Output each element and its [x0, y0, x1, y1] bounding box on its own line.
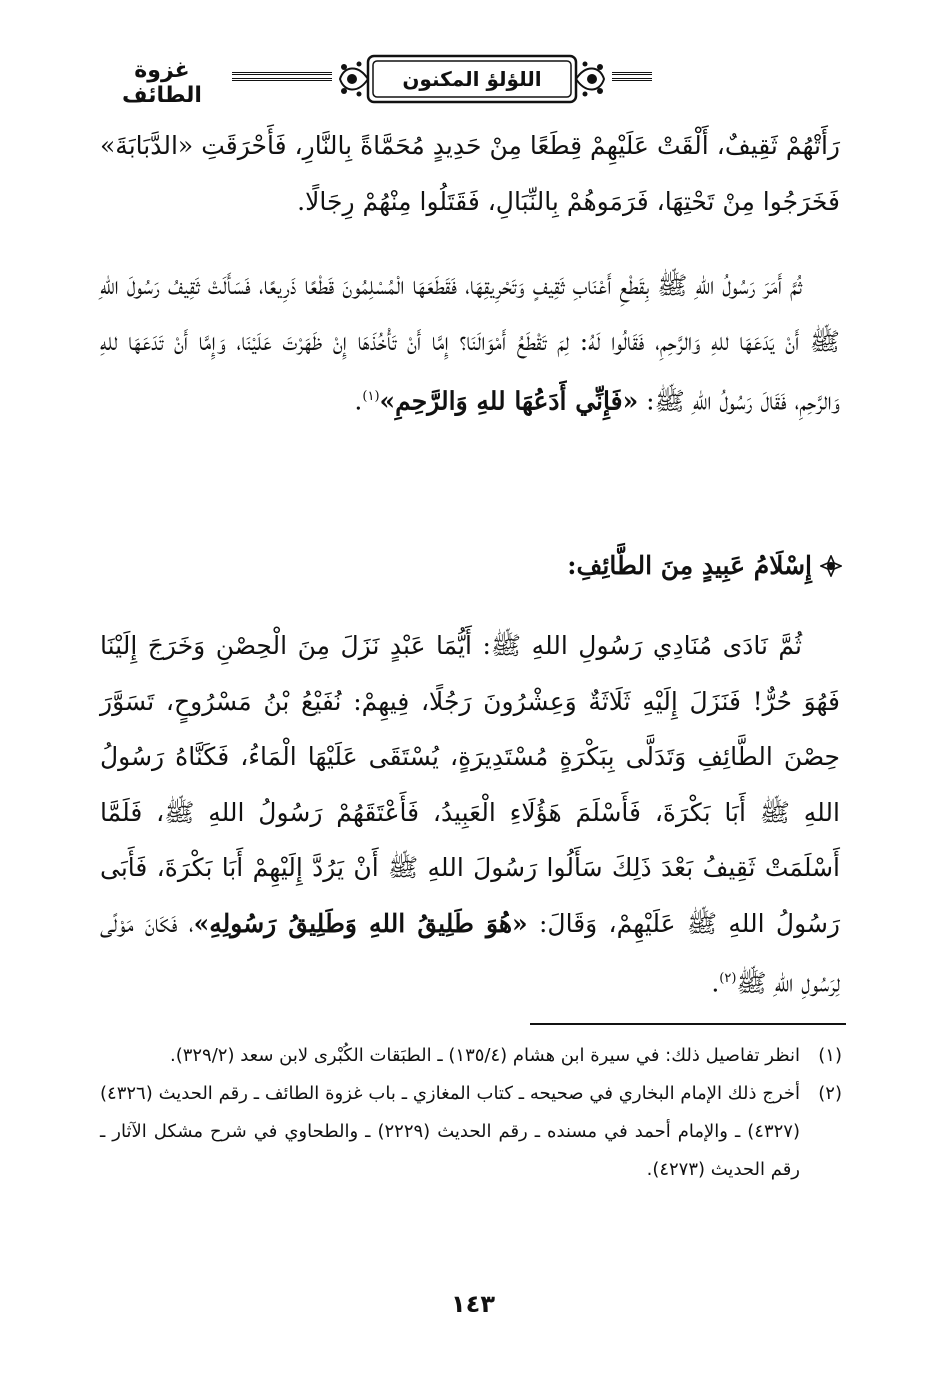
footnote-text: انظر تفاصيل ذلك: في سيرة ابن هشام (١٣٥/٤) ـ الطبَقات الكُبْرى لابن سعد (٣٢٩/٢).: [169, 1045, 800, 1066]
paragraph-3: [100, 618, 840, 1011]
footnote-ref-1[interactable]: (١): [362, 389, 380, 404]
footnote-number: (١): [818, 1045, 842, 1066]
prophet-quote-2: «هُوَ طَلِيقُ اللهِ وَطَلِيقُ رَسُولِهِ»: [193, 908, 528, 938]
book-title-frame: [334, 52, 610, 106]
paragraph-3-text: ثُمَّ نَادَى مُنَادِي رَسُولِ اللهِ ﷺ: أَيُّمَا عَبْدٍ نَزَلَ مِنَ الْحِصْنِ وَخَرَجَ إِلَيْنَا فَهُوَ حُرٌّ! فَنَزَلَ إِلَيْهِ ثَلَاثَةٌ وَعِشْرُونَ رَجُلًا، فِيهِمْ: نُفَيْعُ بْنُ مَسْرُوحٍ، تَسَوَّرَ حِصْنَ الطَّائِفِ وَتَدَلَّى بِبَكْرَةٍ مُسْتَدِيرَةٍ، يُسْتَقَى عَلَيْهَا الْمَاءُ، فَكَنَّاهُ رَسُولُ اللهِ ﷺ أَبَا بَكْرَةَ، فَأَسْلَمَ هَؤُلَاءِ الْعَبِيدُ، فَأَعْتَقَهُمْ رَسُولُ اللهِ ﷺ، فَلَمَّا أَسْلَمَتْ ثَقِيفُ بَعْدَ ذَلِكَ سَأَلُوا رَسُولَ اللهِ ﷺ أَنْ يَرُدَّ إِلَيْهِمْ أَبَا بَكْرَةَ، فَأَبَى رَسُولُ اللهِ ﷺ عَلَيْهِمْ، وَقَالَ:: [100, 631, 840, 938]
flower-bullet-icon: [820, 555, 842, 577]
paragraph-2-end: .: [354, 386, 363, 416]
book-title: اللؤلؤ المكنون: [402, 67, 542, 91]
page-number: ١٤٣: [451, 1290, 495, 1318]
paragraph-2-text: ثُمَّ أَمَرَ رَسُولُ اللهِ ﷺ بِقَطْعِ أَعْنَابِ ثَقِيفٍ وَتَحْرِيقِهَا، فَقَطَعَهَا الْمُسْلِمُونَ قَطْعًا ذَرِيعًا، فَسَأَلَتْ ثَقِيفُ رَسُولَ اللهِ ﷺ أَنْ يَدَعَهَا للهِ وَالرَّحِمِ، فَقَالُوا لَهُ: لِمَ تَقْطَعُ أَمْوَالَنَا؟ إِمَّا أَنْ تَأْخُذَهَا إِنْ ظَهَرْتَ عَلَيْنَا، وَإِمَّا أَنْ تَدَعَهَا للهِ وَالرَّحِمِ، فَقَالَ رَسُولُ اللهِ ﷺ:: [100, 271, 840, 416]
footnotes: [100, 1037, 842, 1189]
header-rule-left: [232, 72, 332, 81]
header-rule-right: [612, 72, 652, 81]
footnote-number: (٢): [818, 1083, 842, 1104]
section-heading-text: إِسْلَامُ عَبِيدٍ مِنَ الطَّائِفِ:: [567, 551, 812, 580]
footnote-ref-2[interactable]: (٢): [719, 971, 737, 986]
chapter-title: غزوة الطائف: [122, 58, 202, 108]
running-header: [92, 52, 852, 110]
footnote-separator: [530, 1023, 846, 1025]
paragraph-1: رَأَتْهُمْ ثَقِيفٌ، أَلْقَتْ عَلَيْهِمْ قِطَعًا مِنْ حَدِيدٍ مُحَمَّاةً بِالنَّارِ، فَأَحْرَقَتِ «الدَّبَابَةَ» فَخَرَجُوا مِنْ تَحْتِهَا، فَرَمَوهُمْ بِالنِّبَالِ، فَقَتَلُوا مِنْهُمْ رِجَالًا.: [100, 131, 840, 216]
paragraph-3-end: .: [711, 968, 720, 998]
paragraph-2: [100, 258, 840, 429]
footnote-item: [100, 1037, 842, 1075]
section-heading: [567, 548, 842, 584]
paragraph-3-tail: ، فَكَانَ مَوْلًى لِرَسُولِ اللهِ ﷺ: [100, 908, 840, 998]
footnote-item: [100, 1075, 842, 1189]
footnote-text: أخرج ذلك الإمام البخاري في صحيحه ـ كتاب المغازي ـ باب غزوة الطائف ـ رقم الحديث (٤٣٢٦) (٤٣٢٧) ـ والإمام أحمد في مسنده ـ رقم الحديث (٢٢٢٩) ـ والطحاوي في شرح مشكل الآثار ـ رقم الحديث (٤٢٧٣).: [100, 1083, 800, 1180]
prophet-quote-1: «فَإِنِّي أَدَعُهَا للهِ وَالرَّحِمِ»: [379, 386, 639, 416]
